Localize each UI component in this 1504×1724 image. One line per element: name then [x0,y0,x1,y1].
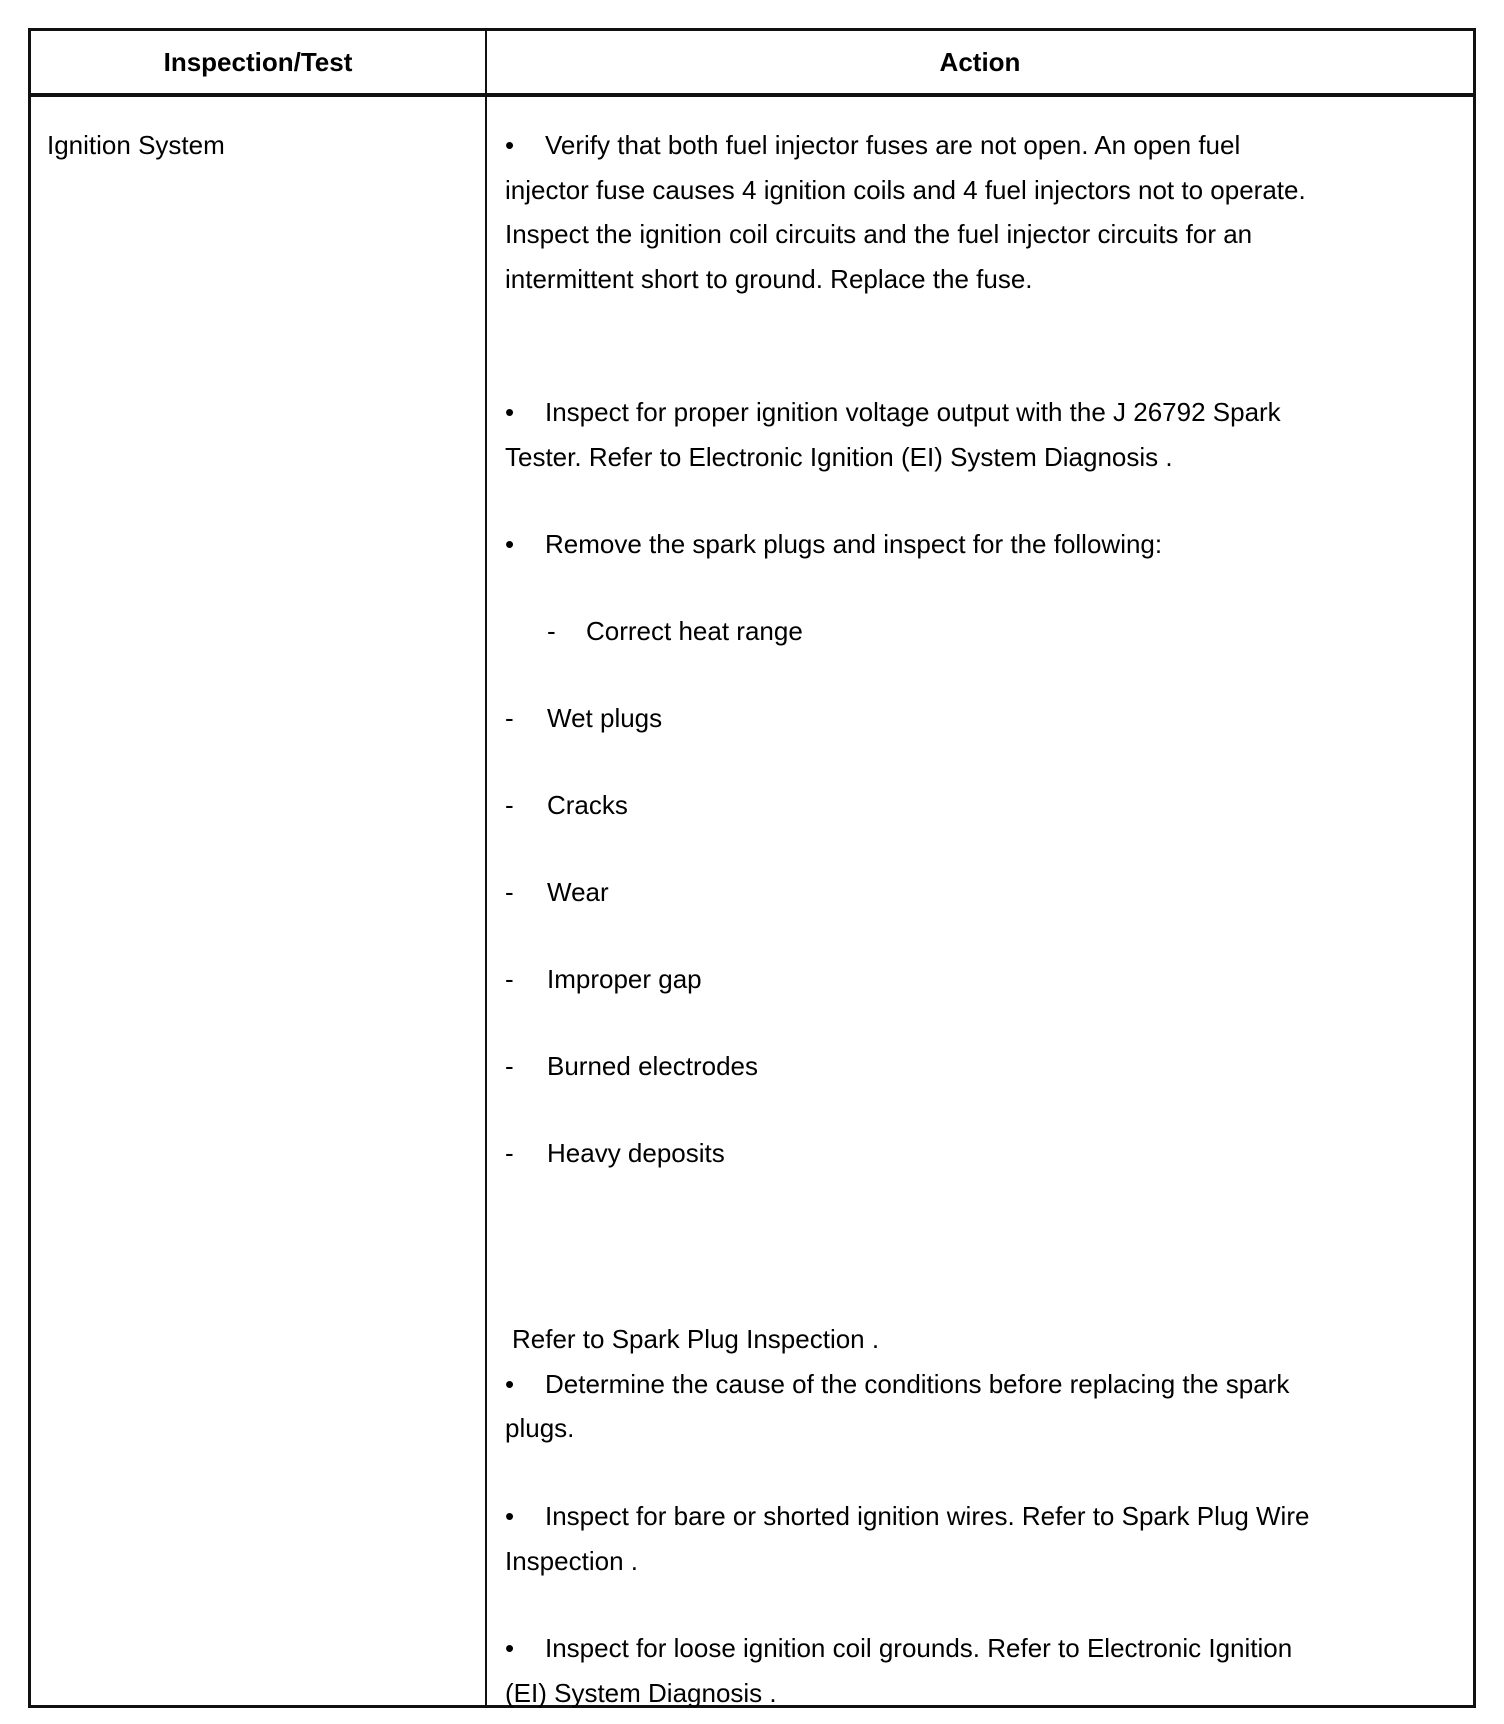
bullet-icon: • [505,1369,515,1399]
dash-icon: - [505,877,514,907]
dash-icon: - [505,703,514,733]
action-line: Inspect the ignition coil circuits and the fuel injector circuits for an [505,219,1253,249]
sub-list-item: Heavy deposits [547,1138,725,1168]
action-line: (EI) System Diagnosis . [505,1678,777,1708]
sub-list-item: Improper gap [547,964,702,994]
table-header-row [31,31,1473,97]
header-inspection-test: Inspection/Test [163,46,353,77]
action-line: Verify that both fuel injector fuses are not open. An open fuel [545,130,1241,160]
bullet-icon: • [505,397,515,427]
inspection-table [28,28,1476,1708]
dash-icon: - [505,790,514,820]
sub-list-item: Burned electrodes [547,1051,759,1081]
action-line: Inspect for proper ignition voltage output with the J 26792 Spark [545,397,1281,427]
dash-icon: - [505,1051,514,1081]
sub-list-item: Wet plugs [547,703,663,733]
bullet-icon: • [505,130,515,160]
refer-spark-plug-inspection: Refer to Spark Plug Inspection . [512,1324,880,1354]
bullet-icon: • [505,1633,515,1663]
action-line: Inspect for bare or shorted ignition wires. Refer to Spark Plug Wire [545,1501,1310,1531]
dash-icon: - [505,964,514,994]
action-line: plugs. [505,1413,575,1443]
action-line: intermittent short to ground. Replace the fuse. [505,264,1033,294]
column-divider [485,31,487,1705]
action-line: Tester. Refer to Electronic Ignition (EI) System Diagnosis . [505,442,1173,472]
dash-icon: - [505,1138,514,1168]
sub-list-item: Correct heat range [586,616,803,646]
action-line: Inspection . [505,1546,638,1576]
bullet-icon: • [505,529,515,559]
inspection-cell: Ignition System [47,130,225,160]
sub-list-item: Cracks [547,790,628,820]
dash-icon: - [547,616,556,646]
header-action: Action [939,46,1021,77]
action-line: Remove the spark plugs and inspect for the following: [545,529,1163,559]
bullet-icon: • [505,1501,515,1531]
action-line: Inspect for loose ignition coil grounds. Refer to Electronic Ignition [545,1633,1293,1663]
action-line: injector fuse causes 4 ignition coils and 4 fuel injectors not to operate. [505,175,1306,205]
action-line: Determine the cause of the conditions before replacing the spark [545,1369,1290,1399]
sub-list-item: Wear [547,877,609,907]
